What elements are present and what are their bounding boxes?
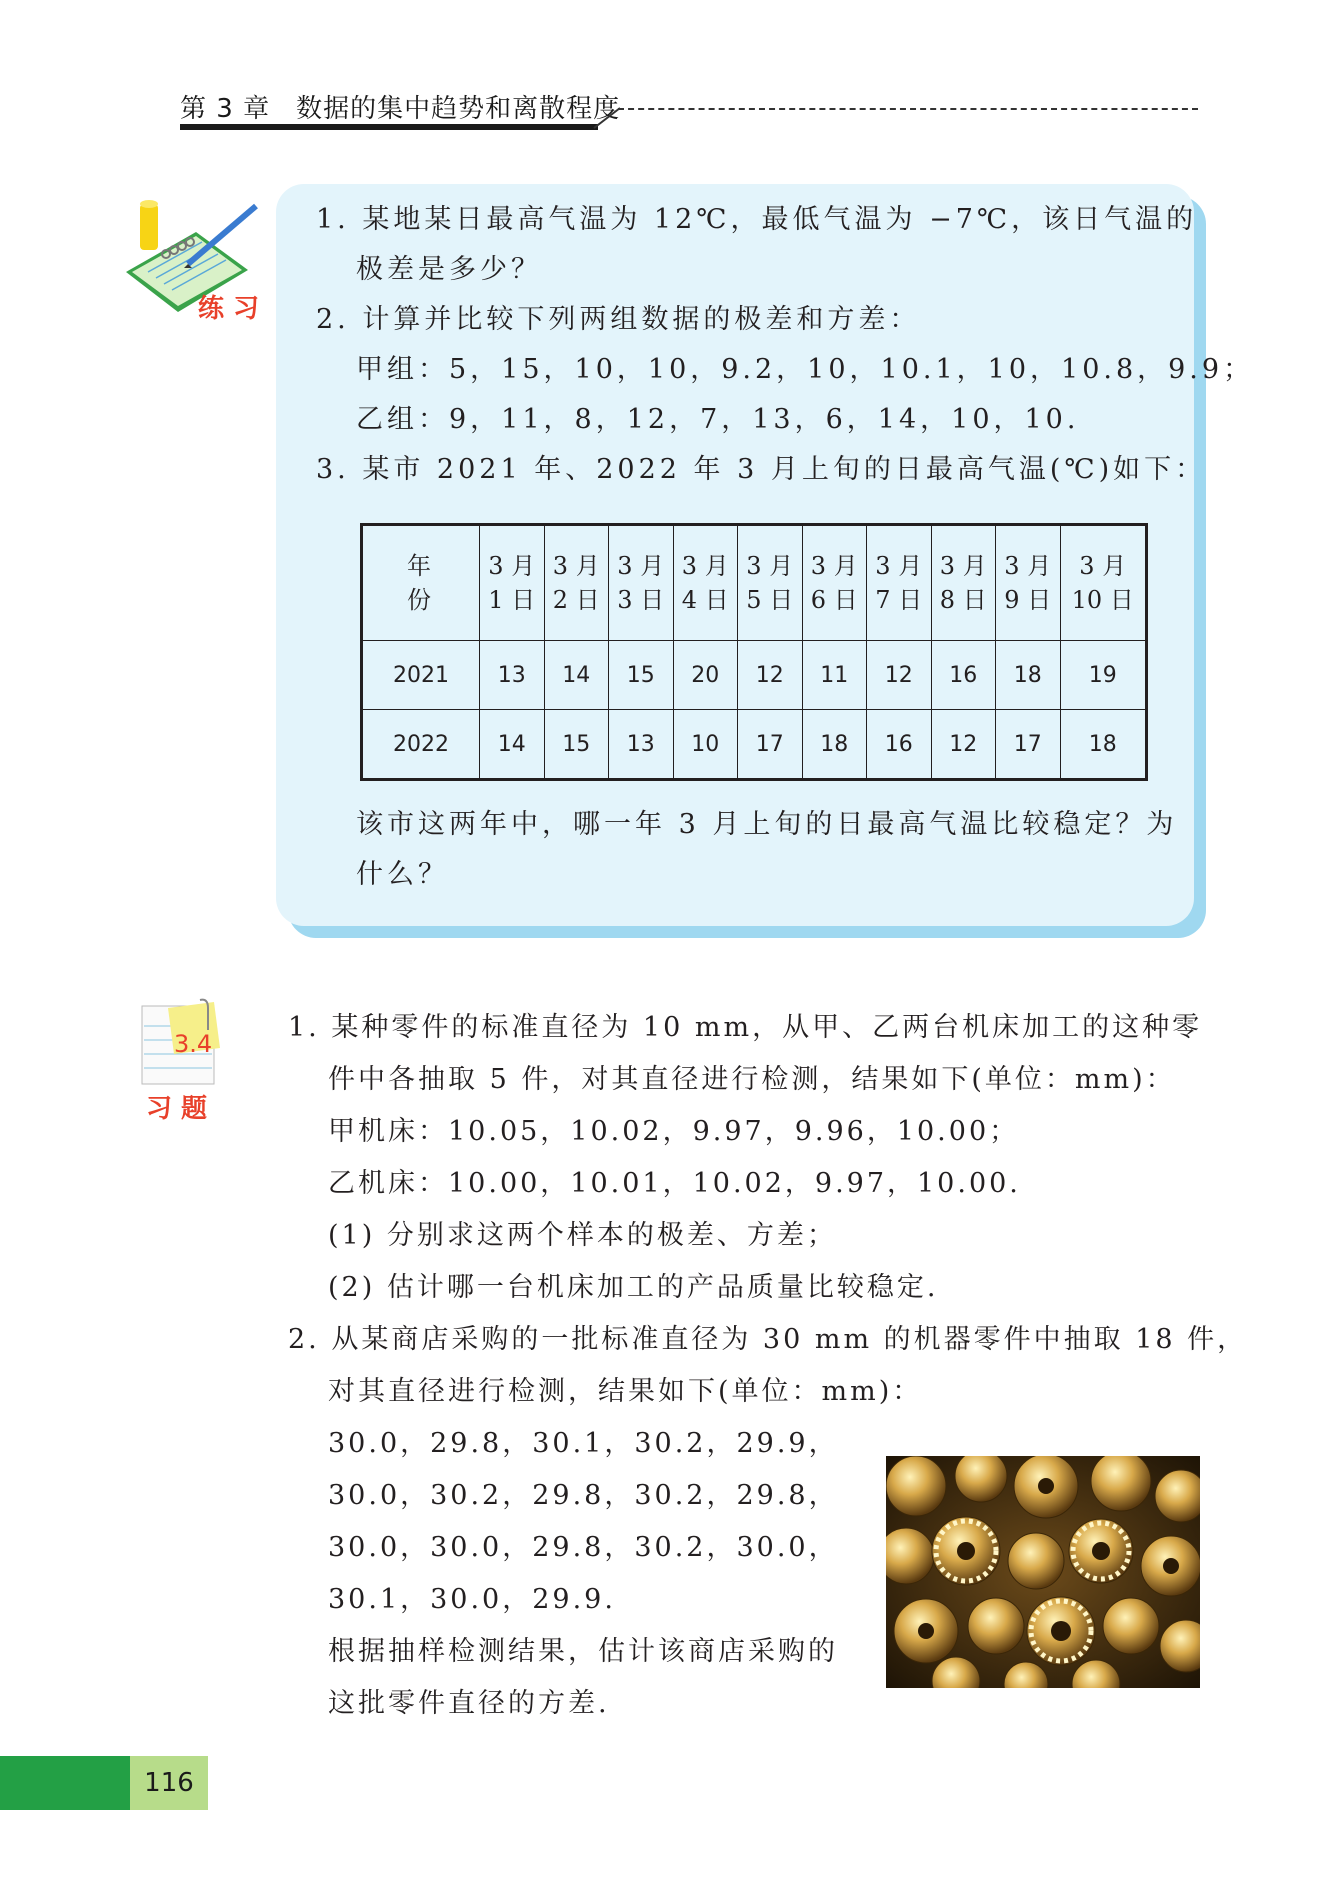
table-cell: 13: [480, 641, 545, 710]
table-cell: 12: [931, 710, 996, 780]
practice-q2-group-a: 甲组：5，15，10，10，9.2，10，10.1，10，10.8，9.9；: [356, 354, 1255, 385]
practice-q3-after-line2: 什么？: [356, 859, 449, 890]
table-date-header: 3 月 7 日: [867, 525, 932, 641]
exercise-1-machine-b: 乙机床：10.00，10.01，10.02，9.97，10.00.: [328, 1168, 1021, 1199]
table-date-header: 3 月 8 日: [931, 525, 996, 641]
header-dashed-rule: [618, 108, 1198, 110]
table-date-header: 3 月 2 日: [544, 525, 609, 641]
exercise-1-line1: 1. 某种零件的标准直径为 10 mm，从甲、乙两台机床加工的这种零: [288, 1012, 1203, 1043]
practice-label: 练 习: [198, 294, 260, 324]
exercise-2-data-row: 30.0，29.8，30.1，30.2，29.9，: [328, 1428, 839, 1459]
temperature-table: [360, 523, 1148, 781]
exercise-2-line1: 2. 从某商店采购的一批标准直径为 30 mm 的机器零件中抽取 18 件，: [288, 1324, 1248, 1355]
practice-q1-line1: 1. 某地某日最高气温为 12℃，最低气温为 −7℃，该日气温的: [316, 204, 1198, 235]
table-cell: 16: [867, 710, 932, 780]
page-number: 116: [144, 1768, 194, 1798]
table-cell: 20: [673, 641, 738, 710]
table-date-header: 3 月 6 日: [802, 525, 867, 641]
table-cell: 17: [738, 710, 803, 780]
table-date-header: 3 月 9 日: [996, 525, 1061, 641]
exercise-2-data-row: 30.0，30.0，29.8，30.2，30.0，: [328, 1532, 839, 1563]
table-date-header: 3 月 5 日: [738, 525, 803, 641]
exercise-2-data-row: 30.1，30.0，29.9.: [328, 1584, 616, 1615]
table-cell: 15: [609, 641, 674, 710]
table-date-header: 3 月 3 日: [609, 525, 674, 641]
table-year-cell: 2021: [362, 641, 480, 710]
table-cell: 11: [802, 641, 867, 710]
exercise-section-number: 3.4: [174, 1030, 213, 1058]
table-cell: 14: [480, 710, 545, 780]
footer-bar: [0, 1756, 130, 1810]
table-cell: 18: [802, 710, 867, 780]
chapter-title: 数据的集中趋势和离散程度: [296, 94, 621, 124]
table-header-row: [362, 525, 1147, 641]
exercise-1-sub2: (2) 估计哪一台机床加工的产品质量比较稳定.: [328, 1272, 939, 1303]
chapter-header: [180, 88, 620, 125]
practice-q1-line2: 极差是多少？: [356, 254, 542, 285]
table-cell: 14: [544, 641, 609, 710]
table-cell: 19: [1060, 641, 1147, 710]
table-cell: 18: [1060, 710, 1147, 780]
table-cell: 13: [609, 710, 674, 780]
gears-photo: [886, 1456, 1200, 1688]
table-year-cell: 2022: [362, 710, 480, 780]
exercise-1-sub1: (1) 分别求这两个样本的极差、方差；: [328, 1220, 837, 1251]
exercise-1-line2: 件中各抽取 5 件，对其直径进行检测，结果如下(单位：mm)：: [328, 1064, 1176, 1095]
table-row: [362, 641, 1147, 710]
table-cell: 10: [673, 710, 738, 780]
exercise-2-line2: 对其直径进行检测，结果如下(单位：mm)：: [328, 1376, 923, 1407]
exercise-2-tail1: 根据抽样检测结果，估计该商店采购的: [328, 1636, 838, 1667]
practice-q3-line1: 3. 某市 2021 年、2022 年 3 月上旬的日最高气温(℃)如下：: [316, 454, 1207, 485]
table-date-header: 3 月 10 日: [1060, 525, 1147, 641]
table-cell: 15: [544, 710, 609, 780]
exercise-1-machine-a: 甲机床：10.05，10.02，9.97，9.96，10.00；: [328, 1116, 1020, 1147]
table-cell: 12: [867, 641, 932, 710]
header-slant-line: [592, 100, 622, 130]
header-underline: [180, 124, 598, 130]
table-row: [362, 710, 1147, 780]
practice-q2-line1: 2. 计算并比较下列两组数据的极差和方差：: [316, 304, 921, 335]
table-date-header: 3 月 1 日: [480, 525, 545, 641]
exercise-label: 习 题: [146, 1094, 208, 1124]
table-cell: 17: [996, 710, 1061, 780]
table-date-header: 3 月 4 日: [673, 525, 738, 641]
exercise-2-data-row: 30.0，30.2，29.8，30.2，29.8，: [328, 1480, 839, 1511]
table-year-header: 年 份: [362, 525, 480, 641]
chapter-number: 第 3 章: [180, 94, 271, 124]
table-cell: 12: [738, 641, 803, 710]
practice-q3-after-line1: 该市这两年中，哪一年 3 月上旬的日最高气温比较稳定？为: [356, 809, 1178, 840]
practice-q2-group-b: 乙组：9，11，8，12，7，13，6，14，10，10.: [356, 404, 1080, 435]
exercise-2-tail2: 这批零件直径的方差.: [328, 1688, 610, 1719]
table-cell: 18: [996, 641, 1061, 710]
table-cell: 16: [931, 641, 996, 710]
